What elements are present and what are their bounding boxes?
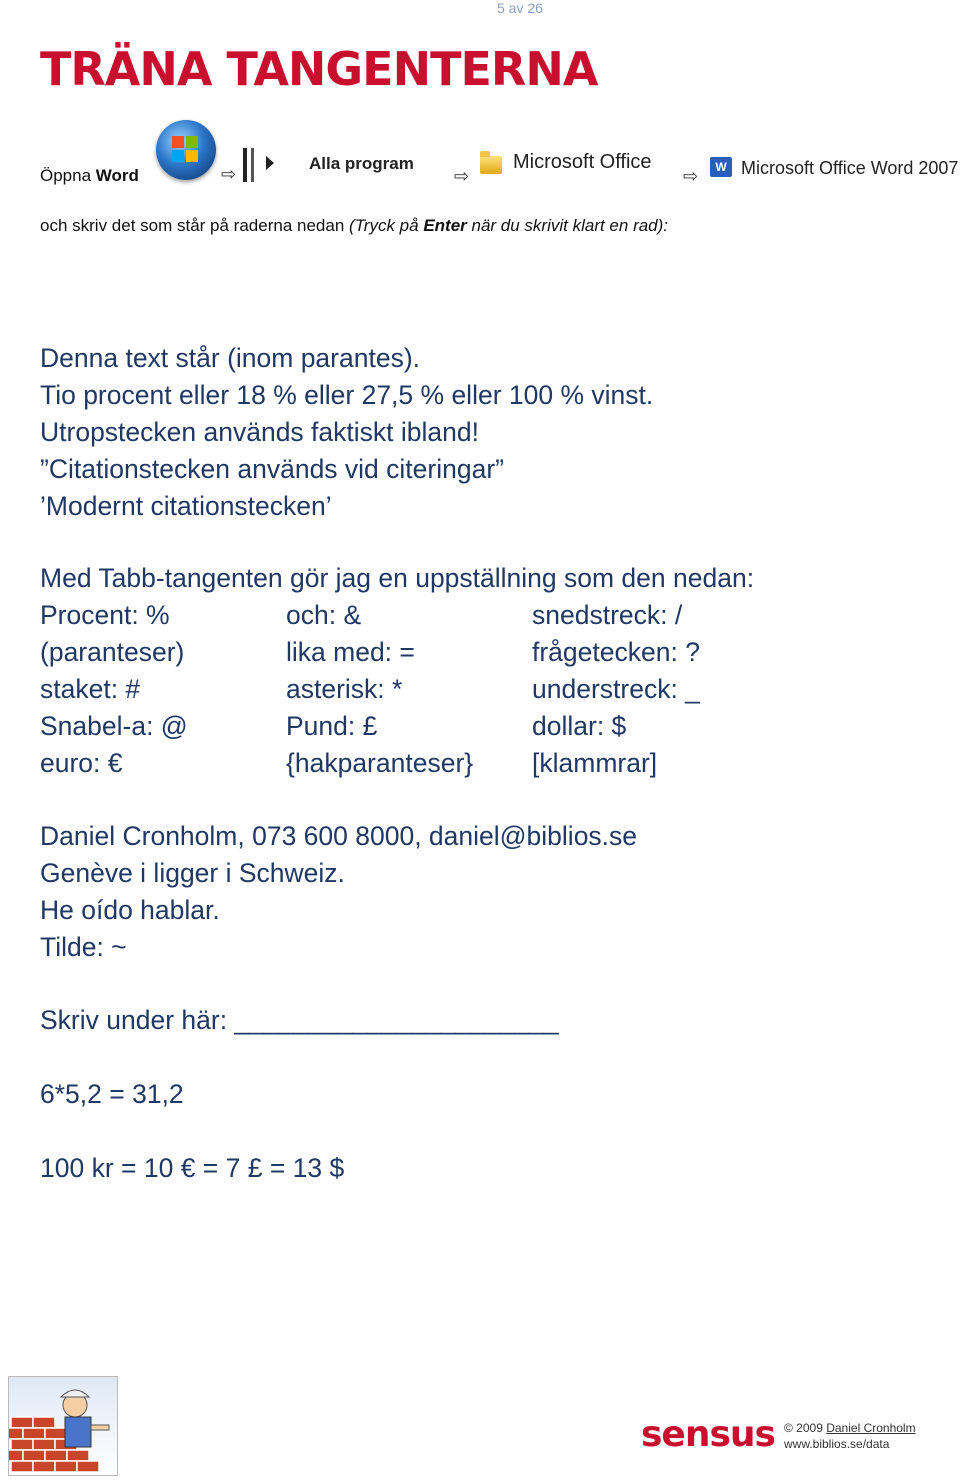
- tab-cell: euro: €: [40, 748, 123, 778]
- copyright-prefix: © 2009: [784, 1421, 827, 1435]
- sub-paren-end: när du skrivit klart en rad):: [466, 216, 669, 235]
- tab-cell: lika med: =: [286, 637, 415, 667]
- builder-illustration: [8, 1376, 118, 1476]
- tab-cell: Pund: £: [286, 711, 378, 741]
- tab-intro: Med Tabb-tangenten gör jag en uppställning som den nedan:: [40, 563, 755, 593]
- tab-row: [40, 671, 754, 708]
- practice-block-2: [40, 818, 637, 966]
- menu-bar-icon: [243, 148, 247, 182]
- sub-paren-start: (Tryck på: [349, 216, 424, 235]
- windows-start-icon: [156, 120, 216, 180]
- practice-line: Genève i ligger i Schweiz.: [40, 858, 345, 888]
- tab-cell: (paranteser): [40, 637, 185, 667]
- arrow-right-icon: ⇨: [221, 164, 237, 184]
- tab-row: [40, 745, 754, 782]
- triangle-right-icon: [266, 156, 274, 170]
- arrow-right-icon: ⇨: [683, 166, 699, 186]
- arrow-right-icon: ⇨: [454, 166, 470, 186]
- tab-cell: {hakparanteser}: [286, 748, 474, 778]
- practice-line: He oído hablar.: [40, 895, 220, 925]
- tab-cell: och: &: [286, 600, 362, 630]
- practice-line: Utropstecken används faktiskt ibland!: [40, 417, 479, 447]
- all-programs-label: Alla program: [309, 154, 414, 173]
- sub-key: Enter: [423, 216, 467, 235]
- tab-row: [40, 597, 754, 634]
- author-link[interactable]: Daniel Cronholm: [826, 1421, 916, 1435]
- tab-cell: snedstreck: /: [532, 600, 683, 630]
- practice-block-1: [40, 340, 653, 525]
- tab-row: [40, 634, 754, 671]
- tab-cell: dollar: $: [532, 711, 627, 741]
- practice-line: Daniel Cronholm, 073 600 8000, daniel@biblios.se: [40, 821, 638, 851]
- tab-cell: understreck: _: [532, 674, 700, 704]
- word-icon: W: [710, 157, 732, 177]
- open-instruction: [40, 166, 139, 186]
- tab-cell: Procent: %: [40, 600, 170, 630]
- open-prefix: Öppna: [40, 166, 96, 185]
- copyright-block: [784, 1420, 916, 1452]
- practice-line: Denna text står (inom parantes).: [40, 343, 421, 373]
- tab-section: [40, 560, 754, 782]
- sensus-logo: sensus: [641, 1414, 775, 1455]
- tab-cell: Snabel-a: @: [40, 711, 188, 741]
- practice-line: Tio procent eller 18 % eller 27,5 % eller 100 % vinst.: [40, 380, 654, 410]
- folder-icon: [480, 156, 502, 174]
- sub-instruction: [40, 216, 668, 236]
- practice-line: ’Modernt citationstecken’: [40, 491, 332, 521]
- microsoft-office-label: Microsoft Office: [513, 151, 652, 173]
- tab-cell: [klammrar]: [532, 748, 658, 778]
- tab-cell: asterisk: *: [286, 674, 403, 704]
- footer-url[interactable]: www.biblios.se/data: [784, 1437, 890, 1451]
- menu-bar-icon: [251, 148, 254, 182]
- math-line-1: 6*5,2 = 31,2: [40, 1079, 184, 1109]
- practice-line: ”Citationstecken används vid citeringar”: [40, 454, 504, 484]
- math-line-2: 100 kr = 10 € = 7 £ = 13 $: [40, 1153, 345, 1183]
- tab-cell: frågetecken: ?: [532, 637, 700, 667]
- page-number: 5 av 26: [497, 0, 543, 16]
- tab-row: [40, 708, 754, 745]
- open-app: Word: [95, 166, 139, 185]
- practice-line: Tilde: ~: [40, 932, 127, 962]
- sub-text: och skriv det som står på raderna nedan: [40, 216, 349, 235]
- signature-line: Skriv under här: ______________________: [40, 1005, 559, 1035]
- word-2007-label: Microsoft Office Word 2007: [741, 158, 959, 178]
- page-title: TRÄNA TANGENTERNA: [40, 42, 598, 96]
- tab-cell: staket: #: [40, 674, 141, 704]
